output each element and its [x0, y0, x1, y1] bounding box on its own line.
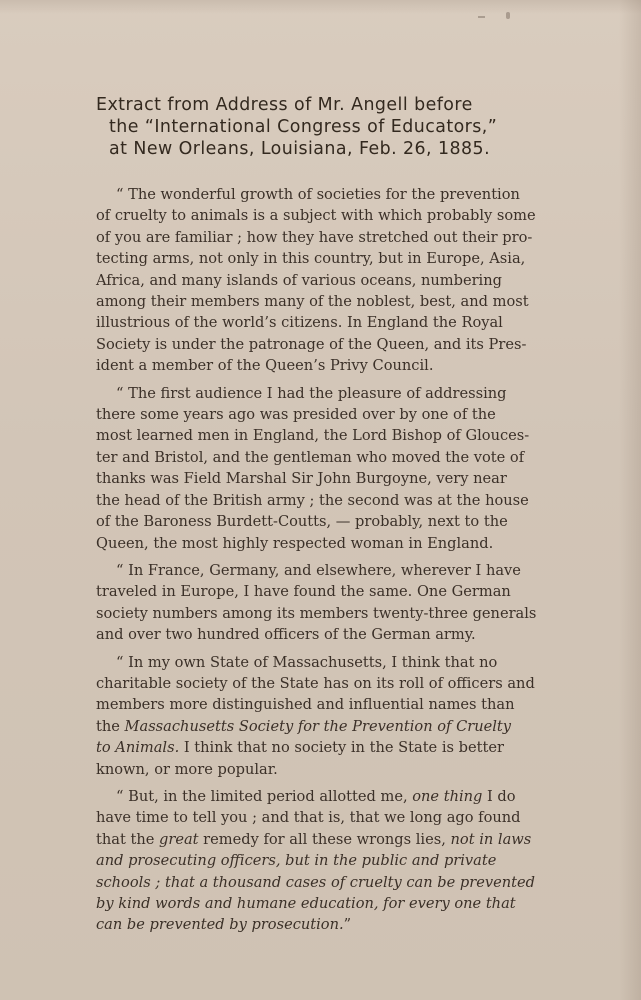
text-line: traveled in Europe, I have found the same. One German [96, 583, 511, 601]
text-line: illustrious of the world’s citizens. In England the Royal [96, 314, 503, 332]
text-line: society numbers among its members twenty-three generals [96, 604, 537, 622]
heading-line: the “International Congress of Educators,” [109, 117, 498, 137]
text-run: remedy for all these wrongs lies, [198, 830, 451, 848]
text-run: the [96, 717, 125, 735]
text-line: the head of the British army ; the second was at the house [96, 491, 529, 509]
text-line: “ The first audience I had the pleasure of addressing [116, 384, 507, 402]
paragraph-2 [96, 383, 546, 554]
text-run: I think that no society in the State is better [179, 739, 504, 757]
text-line: “ In my own State of Massachusetts, I think that no [116, 653, 498, 671]
heading-line: Extract from Address of Mr. Angell before [96, 95, 473, 115]
text-line: by kind words and humane education, for every one that [96, 895, 516, 912]
text-line: known, or more popular. [96, 760, 278, 778]
paper-speck [506, 12, 510, 19]
text-line: have time to tell you ; and that is, that we long ago found [96, 809, 521, 827]
address-extract [96, 184, 546, 942]
paragraph-4 [96, 652, 546, 780]
text-line [96, 914, 546, 935]
heading-line: at New Orleans, Louisiana, Feb. 26, 1885. [109, 139, 491, 159]
text-line [96, 737, 546, 758]
emphasis-italic: one thing [412, 787, 483, 805]
text-line: among their members many of the noblest, best, and most [96, 293, 529, 311]
emphasis-italic: can be prevented by prosecution. [96, 916, 344, 934]
document-heading [96, 94, 556, 160]
paper-mark [478, 16, 485, 18]
text-line: of you are familiar ; how they have stretched out their pro- [96, 228, 533, 246]
text-line: and over two hundred officers of the German army. [96, 626, 476, 644]
paragraph-5 [96, 786, 546, 936]
text-line: “ In France, Germany, and elsewhere, wherever I have [116, 561, 521, 579]
page-edge-right [619, 0, 641, 1000]
text-line [96, 829, 546, 850]
text-run: “ But, in the limited period allotted me, [116, 787, 413, 805]
emphasis-italic: great [159, 830, 199, 848]
text-line [96, 786, 546, 807]
text-line: of cruelty to animals is a subject with which probably some [96, 207, 536, 225]
closing-quote: ” [343, 916, 352, 934]
emphasis-italic: not in laws [450, 830, 532, 848]
text-line: of the Baroness Burdett-Coutts, — probably, next to the [96, 513, 508, 531]
text-run: I do [482, 787, 516, 805]
text-line: tecting arms, not only in this country, but in Europe, Asia, [96, 250, 526, 268]
text-line: members more distinguished and influential names than [96, 696, 515, 714]
text-line: ident a member of the Queen’s Privy Council. [96, 357, 434, 375]
text-line: charitable society of the State has on its roll of officers and [96, 674, 535, 692]
text-line: there some years ago was presided over by one of the [96, 406, 496, 424]
text-line: Africa, and many islands of various oceans, numbering [96, 271, 502, 289]
text-line: thanks was Field Marshal Sir John Burgoyne, very near [96, 470, 507, 488]
text-line: schools ; that a thousand cases of cruelty can be prevented [96, 873, 535, 891]
text-line: Society is under the patronage of the Queen, and its Pres- [96, 335, 527, 353]
text-line: and prosecuting officers, but in the public and private [96, 852, 497, 870]
text-run: that the [96, 830, 160, 848]
society-name-italic: to Animals. [96, 739, 180, 757]
page-edge-top [0, 0, 641, 14]
text-line: Queen, the most highly respected woman in England. [96, 534, 494, 552]
paragraph-3 [96, 560, 546, 646]
text-line [96, 716, 546, 737]
text-line: “ The wonderful growth of societies for the prevention [116, 186, 520, 203]
text-line: most learned men in England, the Lord Bishop of Glouces- [96, 427, 530, 445]
text-line: ter and Bristol, and the gentleman who moved the vote of [96, 448, 525, 466]
paragraph-1 [96, 184, 546, 377]
society-name-italic: Massachusetts Society for the Prevention of Cruelty [124, 717, 512, 735]
